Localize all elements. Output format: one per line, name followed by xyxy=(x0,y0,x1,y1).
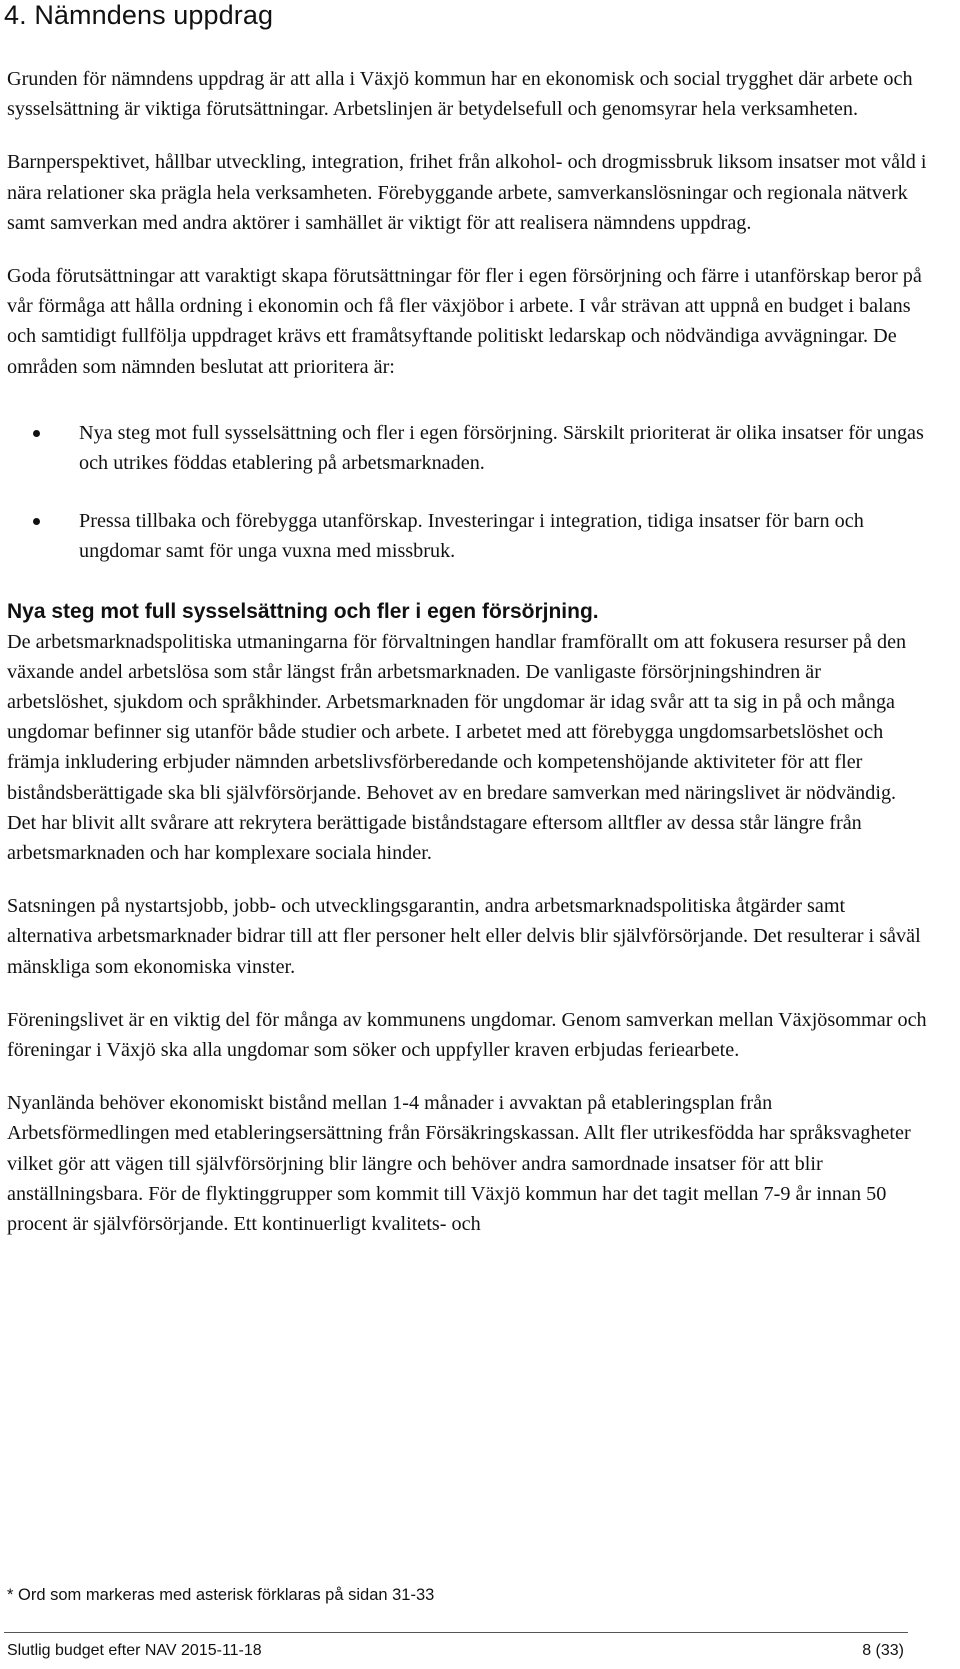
perspectives-paragraph: Barnperspektivet, hållbar utveckling, integration, frihet från alkohol- och drogmissbruk liksom insatser mot våld i nära relationer ska prägla hela verksamheten. Förebyggande arbete, samverkanslösningar och regionala nätverk samt samverkan med andra aktörer i samhället är viktigt för att realisera nämndens uppdrag. xyxy=(7,151,927,234)
footnote: * Ord som markeras med asterisk förklaras på sidan 31-33 xyxy=(7,1586,435,1604)
bullet-icon xyxy=(33,518,40,525)
newcomers-paragraph: Nyanlända behöver ekonomiskt bistånd mellan 1-4 månader i avvaktan på etableringsplan från Arbetsförmedlingen med etableringsersättning från Försäkringskassan. Allt fler utrikesfödda har språksvagheter vilket gör att vägen till självförsörjning blir längre och behöver andra samordnade insatser för att blir anställningsbara. För de flyktinggrupper som kommit till Växjö kommun har det tagit mellan 7-9 år innan 50 procent är självförsörjande. Ett kontinuerligt kvalitets- och xyxy=(7,1092,911,1236)
priority-text: Nya steg mot full sysselsättning och fler i egen försörjning. Särskilt prioriterat är olika insatser för ungas och utrikes föddas etablering på arbetsmarknaden. xyxy=(79,421,924,475)
priority-text: Pressa tillbaka och förebygga utanförskap. Investeringar i integration, tidiga insatser för barn och ungdomar samt för unga vuxna med missbruk. xyxy=(79,510,864,563)
intro-paragraph: Grunden för nämndens uppdrag är att alla i Växjö kommun har en ekonomisk och social trygghet där arbete och sysselsättning är viktiga förutsättningar. Arbetslinjen är betydelsefull och genomsyrar hela verksamheten. xyxy=(7,68,913,121)
list-item xyxy=(7,418,927,478)
footer-document-title: Slutlig budget efter NAV 2015-11-18 xyxy=(7,1642,262,1659)
body-text xyxy=(7,64,927,1239)
priorities-list xyxy=(7,418,927,567)
labour-market-paragraph: De arbetsmarknadspolitiska utmaningarna för förvaltningen handlar framförallt om att fokusera resurser på den växande andel arbetslösa som står längst från arbetsmarknaden. De vanligaste försörjningshindren är arbetslöshet, sjukdom och språkhinder. Arbetsmarknaden för ungdomar är idag svår att ta sig in på och många ungdomar befinner sig utanför både studier och arbete. I arbetet med att förebygga ungdomsarbetslöshet och främja inkludering erbjuder nämnden arbetslivsförberedande och kompetenshöjande aktiviteter för att fler biståndsberättigade ska bli självförsörjande. Behovet av en bredare samverkan med näringslivet är nödvändig. Det har blivit allt svårare att rekrytera berättigade biståndstagare eftersom alltfler av dessa står längre från arbetsmarknaden och har komplexare sociala hinder. xyxy=(7,630,907,865)
measures-paragraph: Satsningen på nystartsjobb, jobb- och utvecklingsgarantin, andra arbetsmarknadspolitiska åtgärder samt alternativa arbetsmarknader bidrar till att fler personer helt eller delvis blir självförsörjande. Det resulterar i såväl mänskliga som ekonomiska vinster. xyxy=(7,895,921,978)
list-item xyxy=(7,506,927,566)
footer-page-number: 8 (33) xyxy=(862,1642,904,1659)
associations-paragraph: Föreningslivet är en viktig del för många av kommunens ungdomar. Genom samverkan mellan Växjösommar och föreningar i Växjö ska alla ungdomar som söker och uppfyller kraven erbjudas feriearbete. xyxy=(7,1008,927,1062)
priorities-intro-paragraph: Goda förutsättningar att varaktigt skapa förutsättningar för fler i egen försörjning och färre i utanförskap beror på vår förmåga att hålla ordning i ekonomin och få fler växjöbor i arbete. I vår strävan att uppnå en budget i balans och samtidigt fullfölja uppdraget krävs ett framåtsyftande politiskt ledarskap och nödvändiga avvägningar. De områden som nämnden beslutat att prioritera är: xyxy=(7,265,922,378)
subsection-heading: Nya steg mot full sysselsättning och fler i egen försörjning. xyxy=(7,599,599,623)
footer-divider xyxy=(4,1632,908,1633)
bullet-icon xyxy=(33,430,40,437)
section-heading: 4. Nämndens uppdrag xyxy=(4,0,274,30)
